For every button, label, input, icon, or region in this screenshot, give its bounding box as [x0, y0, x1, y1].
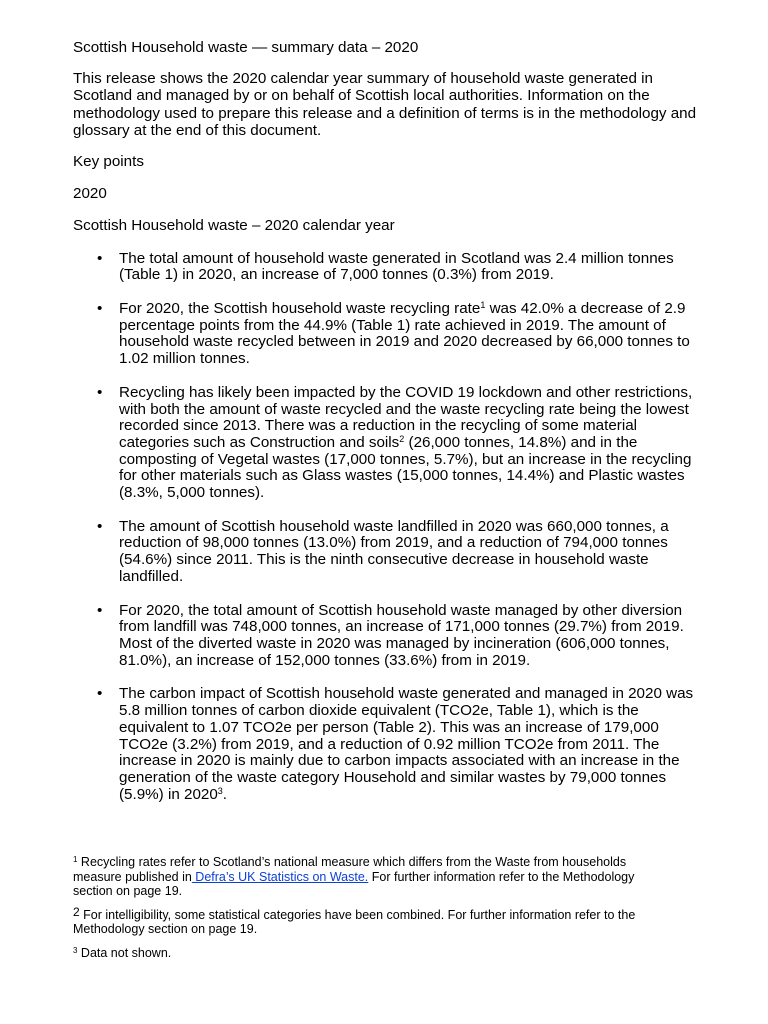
bullet-icon: •: [97, 383, 103, 401]
bullet-icon: •: [97, 249, 103, 267]
footnote-mark: 2: [73, 904, 80, 919]
bullet-text: Recycling has likely been impacted by the COVID 19 lockdown and other restrictions, with both the amount of waste recycled and the waste recycling rate being the lowest recorded since 2013. There was a reduction in the recycling of some material categories such as Construction and soils: [119, 383, 693, 451]
list-item: [73, 603, 698, 670]
key-points-heading: Key points: [73, 153, 144, 171]
list-item: [73, 686, 698, 803]
footnote-text: Recycling rates refer to Scotland’s national measure which differs from the Waste from households measure published in: [73, 855, 627, 884]
list-item: [73, 385, 698, 502]
bullet-text: .: [222, 785, 228, 803]
footnote-mark: 1: [73, 855, 78, 864]
bullet-icon: •: [97, 517, 103, 535]
footnote-mark: 3: [73, 945, 78, 955]
footnote-2: [73, 904, 673, 937]
bullet-text: The amount of Scottish household waste landfilled in 2020 was 660,000 tonnes, a reduction of 98,000 tonnes (13.0%) from 2019, and a reduction of 794,000 tonnes (54.6%) since 2011. This is the ninth consecutive decrease in household waste landfilled.: [119, 517, 669, 585]
footnote-text: Data not shown.: [77, 945, 172, 960]
document-title: Scottish Household waste — summary data – 2020: [73, 39, 419, 56]
footnote-ref: 2: [399, 433, 405, 444]
footnote-text: For intelligibility, some statistical categories have been combined. For further information refer to the Methodology section on page 19.: [73, 907, 636, 937]
footnote-1: [73, 855, 673, 899]
intro-paragraph: This release shows the 2020 calendar year summary of household waste generated in Scotland and managed by or on behalf of Scottish local authorities. Information on the methodology used to prepare this release and a definition of terms is in the methodology and glossary at the end of this document.: [73, 70, 697, 139]
footnote-ref: 3: [217, 785, 223, 796]
bullet-icon: •: [97, 601, 103, 619]
list-item: [73, 251, 698, 284]
footnote-text: For further information refer to the Methodology section on page 19.: [73, 869, 635, 899]
section-subheading: Scottish Household waste – 2020 calendar year: [73, 217, 395, 235]
defra-statistics-link[interactable]: Defra’s UK Statistics on Waste.: [191, 869, 369, 884]
footnote-ref: 1: [480, 300, 486, 311]
list-item: [73, 519, 698, 586]
bullet-text: The carbon impact of Scottish household waste generated and managed in 2020 was 5.8 million tonnes of carbon dioxide equivalent (TCO2e, Table 1), which is the equivalent to 1.07 TCO2e per person (Table 2). This was an increase of 179,000 TCO2e (3.2%) from 2019, and a reduction of 0.92 million TCO2e from 2011. The increase in 2020 is mainly due to carbon impacts associated with an increase in the generation of the waste category Household and similar wastes by 79,000 tonnes (5.9%) in 2020: [119, 685, 694, 803]
bullet-icon: •: [97, 300, 103, 318]
bullet-icon: •: [97, 685, 103, 703]
list-item: [73, 301, 698, 368]
document-body: [73, 39, 698, 820]
bullet-text: was 42.0% a decrease of 2.9 percentage points from the 44.9% (Table 1) rate achieved in 2019. The amount of household waste recycled between in 2019 and 2020 decreased by 66,000 tonnes to 1.02 million tonnes.: [119, 300, 690, 368]
key-points-list: [73, 251, 698, 804]
bullet-text: The total amount of household waste generated in Scotland was 2.4 million tonnes (Table 1) in 2020, an increase of 7,000 tonnes (0.3%) from 2019.: [119, 249, 674, 284]
bullet-text: (26,000 tonnes, 14.8%) and in the composting of Vegetal wastes (17,000 tonnes, 5.7%), but an increase in the recycling for other materials such as Glass wastes (15,000 tonnes, 14.4%) and Plastic wastes (8.3%, 5,000 tonnes).: [119, 433, 692, 502]
footnote-3: [73, 946, 673, 961]
bullet-text: For 2020, the Scottish household waste recycling rate: [119, 300, 481, 318]
bullet-text: For 2020, the total amount of Scottish household waste managed by other diversion from landfill was 748,000 tonnes, an increase of 171,000 tonnes (29.7%) from 2019. Most of the diverted waste in 2020 was managed by incineration (606,000 tonnes, 81.0%), an increase of 152,000 tonnes (33.6%) from in 2019.: [119, 601, 684, 669]
year-heading: 2020: [73, 185, 107, 203]
footnotes: [73, 855, 673, 970]
